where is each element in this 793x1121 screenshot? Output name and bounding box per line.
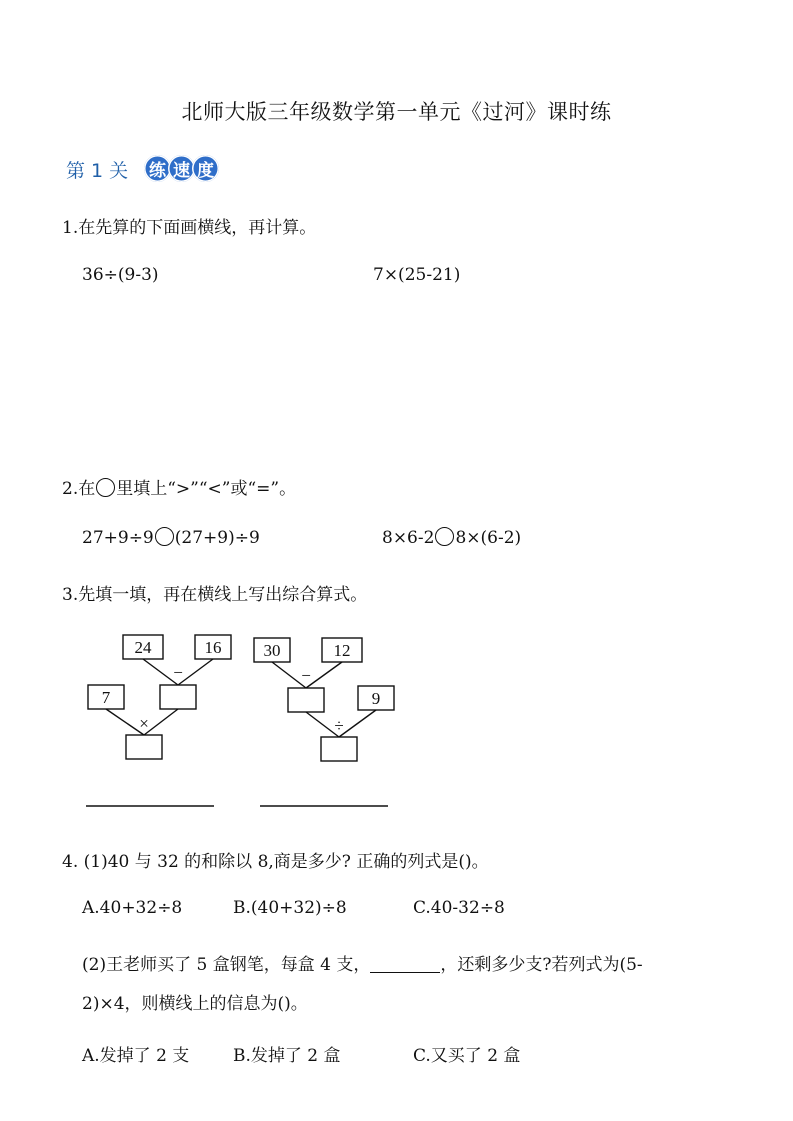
q4-part2-option-a[interactable]: A.发掉了 2 支: [82, 1046, 190, 1066]
badge-du: 度: [192, 155, 219, 182]
d2-top-left-value: 30: [263, 641, 281, 660]
q4-part1-option-b[interactable]: B.(40+32)÷8: [233, 898, 347, 918]
q2-right-a: 8×6-2: [382, 528, 435, 548]
q4-part2-text-b: ，还剩多少支?若列式为(5-: [440, 955, 643, 975]
q4-part2-text-a: (2)王老师买了 5 盒钢笔，每盒 4 支，: [82, 955, 371, 975]
q1-prompt: 1.在先算的下面画横线，再计算。: [62, 218, 317, 238]
q4-blank-line[interactable]: [370, 955, 440, 973]
d1-top-left-value: 24: [134, 638, 152, 657]
level-label: 第 1 关: [66, 160, 129, 182]
q2-prompt-end: 里填上“>”“<”或“=”。: [116, 479, 297, 499]
d1-box-middle[interactable]: [160, 685, 196, 709]
q4-part1: 4. (1)40 与 32 的和除以 8,商是多少? 正确的列式是()。: [62, 852, 489, 872]
page-title: 北师大版三年级数学第一单元《过河》课时练: [181, 100, 612, 124]
d1-top-right-value: 16: [204, 638, 222, 657]
d2-box-middle[interactable]: [288, 688, 324, 712]
q4-part2-line1: [82, 950, 643, 975]
q2-left-b: (27+9)÷9: [174, 528, 260, 548]
q1-expression-a: 36÷(9-3): [82, 265, 159, 285]
d2-op-top: −: [301, 666, 311, 685]
d2-top-right-value: 12: [333, 641, 351, 660]
q3-prompt: 3.先填一填，再在横线上写出综合算式。: [62, 585, 368, 605]
q4-part1-option-a[interactable]: A.40+32÷8: [82, 898, 183, 918]
q4-part2-option-b[interactable]: B.发掉了 2 盒: [233, 1046, 341, 1066]
d2-side-value: 9: [371, 689, 381, 708]
badge-su: 速: [168, 155, 195, 182]
d1-op-bottom: ×: [139, 714, 149, 733]
q2-right-b: 8×(6-2): [455, 528, 522, 548]
q1-expression-b: 7×(25-21): [373, 265, 461, 285]
q4-part2-option-c[interactable]: C.又买了 2 盒: [413, 1046, 521, 1066]
d1-side-value: 7: [101, 688, 111, 707]
d1-op-top: −: [173, 663, 183, 682]
d1-box-result[interactable]: [126, 735, 162, 759]
q4-part2-line2: 2)×4，则横线上的信息为()。: [82, 994, 308, 1014]
q4-part1-option-c[interactable]: C.40-32÷8: [413, 898, 505, 918]
badge-lian: 练: [144, 155, 171, 182]
q2-left-a: 27+9÷9: [82, 528, 154, 548]
q2-prompt-start: 2.在: [62, 479, 96, 499]
d2-op-bottom: ÷: [334, 716, 344, 735]
d2-box-result[interactable]: [321, 737, 357, 761]
